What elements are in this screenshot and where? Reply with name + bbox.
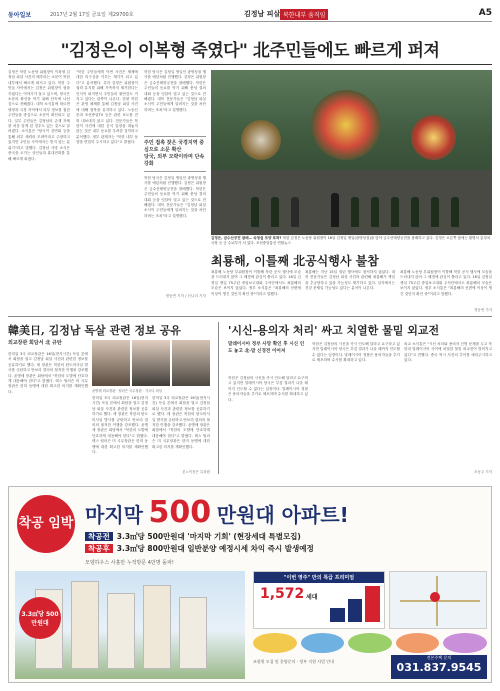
right-box-headline: '시신-용의자 처리' 싸고 치열한 물밑 외교전: [228, 324, 440, 337]
ad-sub: 모델하우스 사흘만 누적방문 4만명 돌파!: [85, 560, 174, 566]
feature-icon: [443, 633, 487, 653]
phone-number: 031.837.9545: [396, 661, 482, 674]
photo-caption-title: 김정은, 금수산궁전 참배… 숙청설 모양 포착?: [211, 236, 282, 240]
ad-title-big: 500: [148, 495, 212, 530]
mid-byline: 정동연 기자: [473, 308, 492, 312]
feature-icon: [396, 633, 440, 653]
issue-number: 제29700호: [108, 12, 134, 18]
lead-byline: 정동연 기자 / 신나리 기자: [165, 294, 206, 298]
pull-quote: 주민 접촉 잦은 국경지역 중심으로 소문 확산 당국, 외부 모략이라며 단속 강화: [144, 136, 206, 172]
minister-photo: [92, 340, 130, 386]
ad-line1: 3.3㎡당 500만원대 '마지막 기회' (현장세대 특별모집): [116, 532, 301, 541]
apartment-rendering: [15, 571, 245, 679]
issue-date: 2017년 2월 17일 금요일: [50, 12, 107, 18]
mid-column-3: 최룡해 노동당 부위원장이 이틀째 북한 공식 행사에 모습을 드러내지 않아 그 배경에 관심이 쏠리고 있다. 16일 김정일 생일 75주년 중앙보고대회 주석단에서도 최룡해의 모습은 보이지 않았다. 정부 소식통은 "최룡해의 신변에 이상이 생긴 것인지 확인 중"이라고 말했다.: [400, 270, 492, 296]
minister-photo: [172, 340, 210, 386]
right-box-column-1: 북한은 김정남의 시신을 즉시 인도해 달라고 요구하고 있지만 말레이시아 당국은 부검 결과가 나올 때까지 인도할 수 없다는 입장이다. 말레이시아 경찰은 용의자들을 추가로 체포하며 수사를 확대하고 있다.: [228, 376, 308, 402]
newspaper-logo: 동아일보: [8, 12, 32, 19]
ad-mini-chart: [330, 586, 380, 622]
ad-line2: 3.3㎡당 800만원대 일반분양 예정시세 차익 즉시 발생예정: [116, 544, 314, 553]
left-box-body-2: 한미일 3국 외교장관은 16일(현지시간) 독일 본에서 회담을 열고 김정남 피살 사건과 관련한 정보를 공유하기로 했다. 세 장관은 북한의 탄도미사일 발사를 규탄하고 안보리 결의의 철저한 이행을 강조했다. 윤병세 장관은 회담에서 "북한의 도발에 단호하게 대응해야 한다"고 밝혔다. 렉스 틸러슨 미 국무장관은 한미 동맹에 대한 확고한 의지를 재확인했다.: [92, 396, 148, 455]
ad-line2-label: 착공후: [85, 544, 113, 553]
ad-map: [389, 571, 487, 629]
page-number: A5: [478, 8, 492, 18]
column-divider: [218, 322, 219, 474]
left-box-body-3: 한미일 3국 외교장관은 16일(현지시간) 독일 본에서 회담을 열고 김정남 피살 사건과 관련한 정보를 공유하기로 했다. 세 장관은 북한의 탄도미사일 발사를 규탄하고 안보리 결의의 철저한 이행을 강조했다. 윤병세 장관은 회담에서 "북한의 도발에 단호하게 대응해야 한다"고 밝혔다. 렉스 틸러슨 미 국무장관은 한미 동맹에 대한 확고한 의지를 재확인했다.: [152, 396, 210, 449]
ad-phone-box: [391, 655, 487, 679]
right-box-byline: 조동주 기자: [473, 470, 492, 474]
section-title: 김정남 피살: [244, 10, 281, 18]
right-box-column-2: 북한은 김정남의 시신을 즉시 인도해 달라고 요구하고 있지만 말레이시아 당국은 부검 결과가 나올 때까지 인도할 수 없다는 입장이다. 말레이시아 경찰은 용의자들을 추가로 체포하며 수사를 확대하고 있다.: [312, 342, 400, 363]
ad-title-post: 만원대 아파트!: [216, 503, 349, 527]
divider: [8, 64, 492, 65]
main-photo: [211, 70, 492, 235]
ad-line1-label: 착공전: [85, 532, 113, 541]
minister-photo: [132, 340, 170, 386]
phone-label: 견본주택 문의: [426, 655, 452, 660]
lead-column-3a: 북한 당국은 김정일 생일인 광명성절 행사를 예년처럼 진행했다. 김정은 위원장은 금수산태양궁전을 참배했다. 북한은 주민들의 동요를 막기 위해 충성 결의 대회 등을 잇달아 열고 있는 것으로 전해졌다. 대북 전문가들은 "김정남 피살 소식이 주민들에게 알려지는 것을 차단하려는 조치"라고 설명했다.: [144, 70, 206, 112]
mid-headline: 최룡해, 이틀째 北공식행사 불참: [211, 254, 379, 268]
photo-caption-body: 북한 김정은 노동당 위원장이 16일 김정일 생일(광명성절)을 맞아 금수산태양궁전을 참배하고 있다. 김정은 오른쪽 옆에는 황병서 총정치국장 등 군 수뇌부가 서 있다. 조선중앙통신 연합뉴스: [211, 236, 491, 245]
apartment-advertisement: [8, 486, 492, 683]
feature-icon: [301, 633, 345, 653]
ad-feature-row: [253, 633, 487, 653]
ad-lines: [85, 531, 485, 555]
feature-icon: [348, 633, 392, 653]
feature-icon: [253, 633, 297, 653]
section-divider: [8, 316, 492, 317]
section-tag: 북한내부 움직임: [280, 9, 328, 20]
ad-title-pre: 마지막: [85, 503, 143, 527]
left-box-byline: 본=이정은 특파원: [182, 470, 210, 474]
left-box-subhead: 외교장관 회담서 北 규탄: [8, 340, 62, 346]
unit-count: 1,572: [260, 586, 305, 602]
ad-footer: 조합원 모집 및 분양문의 · 정부 지원 사업 안내: [253, 659, 334, 664]
ad-info-title: "이번 영주" 만의 특급 프리미엄: [254, 572, 384, 583]
ad-title: [85, 495, 485, 530]
price-badge: 3.3㎡당 500만원대: [19, 597, 61, 639]
lead-column-2: "북한 주민들에게 이번 사건은 체제에 대한 의구심을 키우는 계기가 되고 있다"고 분석했다. 특히 김정은 위원장이 권력 유지를 위해 가족까지 제거한다는 인식이 퍼지면서 주민들의 불안감도 커지고 있다는 관측이 나온다. 한편 북한은 관영 매체를 통해 김정남 피살 사건에 대해 침묵을 유지하고 있다. 노동신문과 조선중앙TV 등은 관련 보도를 전혀 내보내지 않고 있다. 전문가들은 북한이 사건에 대한 공식 입장을 내놓지 않는 것은 내부 동요를 우려한 것이라고 분석했다. 정부 관계자는 "북한 내부 동향을 면밀히 주시하고 있다"고 밝혔다.: [76, 70, 138, 145]
lead-column-3b: 북한 당국은 김정일 생일인 광명성절 행사를 예년처럼 진행했다. 김정은 위원장은 금수산태양궁전을 참배했다. 북한은 주민들의 동요를 막기 위해 충성 결의 대회 등을 잇달아 열고 있는 것으로 전해졌다. 대북 전문가들은 "김정남 피살 소식이 주민들에게 알려지는 것을 차단하려는 조치"라고 설명했다.: [144, 176, 206, 218]
mid-column-2: 최룡해는 지난 15일 열린 행사에도 참석하지 않았다. 대북 전문가들은 김정남 피살 사건과 관련해 최룡해가 책임을 추궁당하고 있을 가능성도 제기하고 있다. 일각에서는 건강 문제일 가능성도 있다는 분석이 나온다.: [305, 270, 395, 291]
ad-badge: 착공 임박: [17, 495, 75, 553]
left-box-body-1: 한미일 3국 외교장관은 16일(현지시간) 독일 본에서 회담을 열고 김정남 피살 사건과 관련한 정보를 공유하기로 했다. 세 장관은 북한의 탄도미사일 발사를 규탄하고 안보리 결의의 철저한 이행을 강조했다. 윤병세 장관은 회담에서 "북한의 도발에 단호하게 대응해야 한다"고 밝혔다. 렉스 틸러슨 미 국무장관은 한미 동맹에 대한 확고한 의지를 재확인했다.: [8, 352, 88, 394]
minister-photos: [92, 340, 210, 386]
main-headline: "김정은이 이복형 죽였다" 北주민들에도 빠르게 퍼져: [60, 41, 440, 61]
right-box-column-3: 외교 소식통은 "시신 처리와 용의자 신병 문제를 두고 북한과 말레이시아 사이에 치열한 물밑 외교전이 벌어지고 있다"고 전했다. 중국 역시 사건의 추이를 예의주시하고 있다.: [404, 342, 492, 363]
ad-info-panel: [253, 571, 385, 629]
page-header: [8, 8, 492, 22]
left-box-headline: 韓美日, 김정남 독살 관련 정보 공유: [8, 324, 181, 337]
photo-caption: [211, 236, 492, 246]
right-box-subhead: 말레이시아 정부 사망 확인 후 시신 인도 놓고 北-말 신경전 이어져: [228, 342, 305, 354]
lead-column-1: 김정은 북한 노동당 위원장이 이복형 김정남 피살 사건의 배후라는 소문이 북한 내부에서 빠르게 퍼지고 있다. 북한 주민들 사이에서는 김정은 위원장이 형을 죽였다는 이야기가 돌고 있으며, 당국은 소문의 확산을 막기 위해 단속에 나선 것으로 전해졌다. 대북 소식통에 따르면 평양과 국경 지역에서 외부 정보를 접한 주민들을 중심으로 소문이 확산되고 있다. 일부 주민들은 김정남의 존재 자체를 처음 알게 된 경우도 있는 것으로 알려졌다. 소식통은 "당국이 강연회 등을 통해 외부 세력의 모략이라고 주장하고 있지만 주민들 사이에서는 믿지 않는 분위기"라고 말했다. 김정남 사망 소식은 중국을 오가는 상인들과 휴대전화를 통해 빠르게 퍼졌다.: [8, 70, 70, 161]
unit-count-label: 세대: [306, 594, 318, 601]
mid-column-1: 최룡해 노동당 부위원장이 이틀째 북한 공식 행사에 모습을 드러내지 않아 그 배경에 관심이 쏠리고 있다. 16일 김정일 생일 75주년 중앙보고대회 주석단에서도 최룡해의 모습은 보이지 않았다. 정부 소식통은 "최룡해의 신변에 이상이 생긴 것인지 확인 중"이라고 말했다.: [211, 270, 301, 296]
minister-photo-caption: 윤병세 외교장관 · 틸러슨 국무장관 · 기시다 외상: [92, 389, 162, 393]
